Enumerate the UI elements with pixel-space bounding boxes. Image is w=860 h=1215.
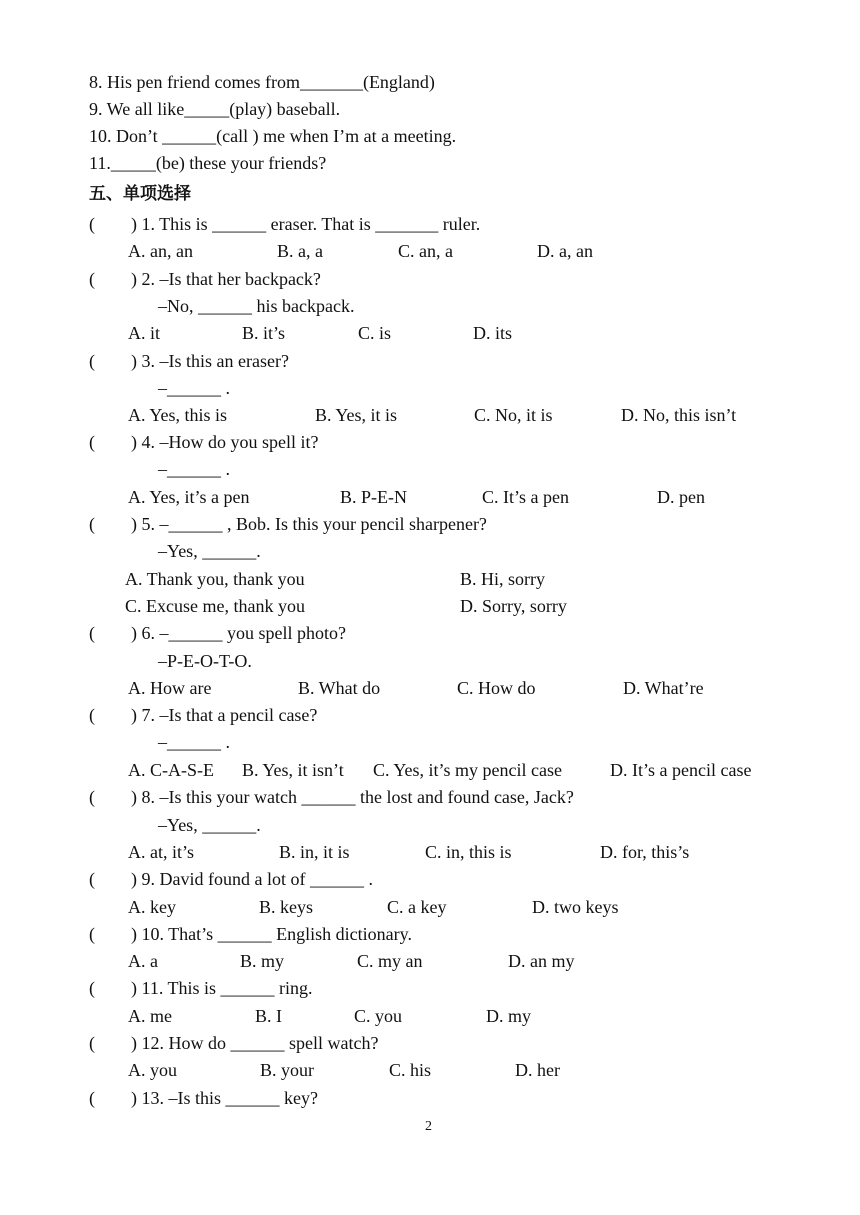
fill-in-line-9: 9. We all like_____(play) baseball. xyxy=(89,99,341,119)
question-11-option-a: A. me xyxy=(128,1006,172,1026)
question-9-option-d: D. two keys xyxy=(532,897,619,917)
question-8-stem: ( ) 8. –Is this your watch ______ the lost and found case, Jack? xyxy=(89,787,574,807)
question-10-stem: ( ) 10. That’s ______ English dictionary. xyxy=(89,924,412,944)
section-title: 五、单项选择 xyxy=(89,184,191,204)
question-12-option-c: C. his xyxy=(389,1060,432,1080)
question-8-option-b: B. in, it is xyxy=(279,842,350,862)
question-11-stem: ( ) 11. This is ______ ring. xyxy=(89,978,313,998)
question-7-reply: –______ . xyxy=(158,732,230,752)
question-2-option-d: D. its xyxy=(473,323,513,343)
question-6-option-d: D. What’re xyxy=(623,678,704,698)
question-7-option-d: D. It’s a pencil case xyxy=(610,760,752,780)
question-1-option-c: C. an, a xyxy=(398,241,453,261)
question-7-option-c: C. Yes, it’s my pencil case xyxy=(373,760,562,780)
question-10-option-d: D. an my xyxy=(508,951,575,971)
question-12-stem: ( ) 12. How do ______ spell watch? xyxy=(89,1033,379,1053)
question-12-option-b: B. your xyxy=(260,1060,314,1080)
question-13-stem: ( ) 13. –Is this ______ key? xyxy=(89,1088,318,1108)
fill-in-line-10: 10. Don’t ______(call ) me when I’m at a meeting. xyxy=(89,126,457,146)
question-10-option-a: A. a xyxy=(128,951,158,971)
page-number: 2 xyxy=(425,1119,432,1134)
question-3-reply: –______ . xyxy=(158,378,230,398)
question-8-option-a: A. at, it’s xyxy=(128,842,194,862)
question-4-option-d: D. pen xyxy=(657,487,705,507)
question-5-option-a: A. Thank you, thank you xyxy=(125,569,305,589)
question-2-option-c: C. is xyxy=(358,323,392,343)
question-1-option-d: D. a, an xyxy=(537,241,593,261)
question-3-option-a: A. Yes, this is xyxy=(128,405,228,425)
question-7-option-a: A. C-A-S-E xyxy=(128,760,214,780)
question-8-option-d: D. for, this’s xyxy=(600,842,690,862)
question-5-option-c: C. Excuse me, thank you xyxy=(125,596,305,616)
question-9-option-b: B. keys xyxy=(259,897,313,917)
question-1-option-b: B. a, a xyxy=(277,241,323,261)
question-5-reply: –Yes, ______. xyxy=(158,541,261,561)
question-8-option-c: C. in, this is xyxy=(425,842,512,862)
question-9-option-a: A. key xyxy=(128,897,176,917)
question-11-option-b: B. I xyxy=(255,1006,282,1026)
question-4-option-a: A. Yes, it’s a pen xyxy=(128,487,250,507)
question-3-option-c: C. No, it is xyxy=(474,405,553,425)
question-2-reply: –No, ______ his backpack. xyxy=(158,296,355,316)
question-11-option-c: C. you xyxy=(354,1006,403,1026)
question-3-option-d: D. No, this isn’t xyxy=(621,405,737,425)
question-3-stem: ( ) 3. –Is this an eraser? xyxy=(89,351,289,371)
question-9-stem: ( ) 9. David found a lot of ______ . xyxy=(89,869,373,889)
question-2-stem: ( ) 2. –Is that her backpack? xyxy=(89,269,321,289)
question-6-reply: –P-E-O-T-O. xyxy=(158,651,252,671)
question-10-option-c: C. my an xyxy=(357,951,423,971)
question-9-option-c: C. a key xyxy=(387,897,447,917)
question-6-option-c: C. How do xyxy=(457,678,536,698)
question-7-option-b: B. Yes, it isn’t xyxy=(242,760,344,780)
question-1-stem: ( ) 1. This is ______ eraser. That is _______ ruler. xyxy=(89,214,481,234)
question-5-stem: ( ) 5. –______ , Bob. Is this your pencil sharpener? xyxy=(89,514,487,534)
fill-in-line-11: 11._____(be) these your friends? xyxy=(89,153,327,173)
question-6-option-b: B. What do xyxy=(298,678,381,698)
question-7-stem: ( ) 7. –Is that a pencil case? xyxy=(89,705,318,725)
question-5-option-b: B. Hi, sorry xyxy=(460,569,545,589)
fill-in-line-8: 8. His pen friend comes from_______(England) xyxy=(89,72,435,92)
question-6-option-a: A. How are xyxy=(128,678,212,698)
question-2-option-b: B. it’s xyxy=(242,323,286,343)
question-8-reply: –Yes, ______. xyxy=(158,815,261,835)
question-11-option-d: D. my xyxy=(486,1006,531,1026)
question-4-option-c: C. It’s a pen xyxy=(482,487,569,507)
question-5-option-d: D. Sorry, sorry xyxy=(460,596,567,616)
question-12-option-d: D. her xyxy=(515,1060,560,1080)
question-4-reply: –______ . xyxy=(158,459,230,479)
question-4-option-b: B. P-E-N xyxy=(340,487,407,507)
question-10-option-b: B. my xyxy=(240,951,285,971)
question-12-option-a: A. you xyxy=(128,1060,177,1080)
question-3-option-b: B. Yes, it is xyxy=(315,405,398,425)
question-2-option-a: A. it xyxy=(128,323,161,343)
question-6-stem: ( ) 6. –______ you spell photo? xyxy=(89,623,346,643)
question-1-option-a: A. an, an xyxy=(128,241,193,261)
question-4-stem: ( ) 4. –How do you spell it? xyxy=(89,432,319,452)
